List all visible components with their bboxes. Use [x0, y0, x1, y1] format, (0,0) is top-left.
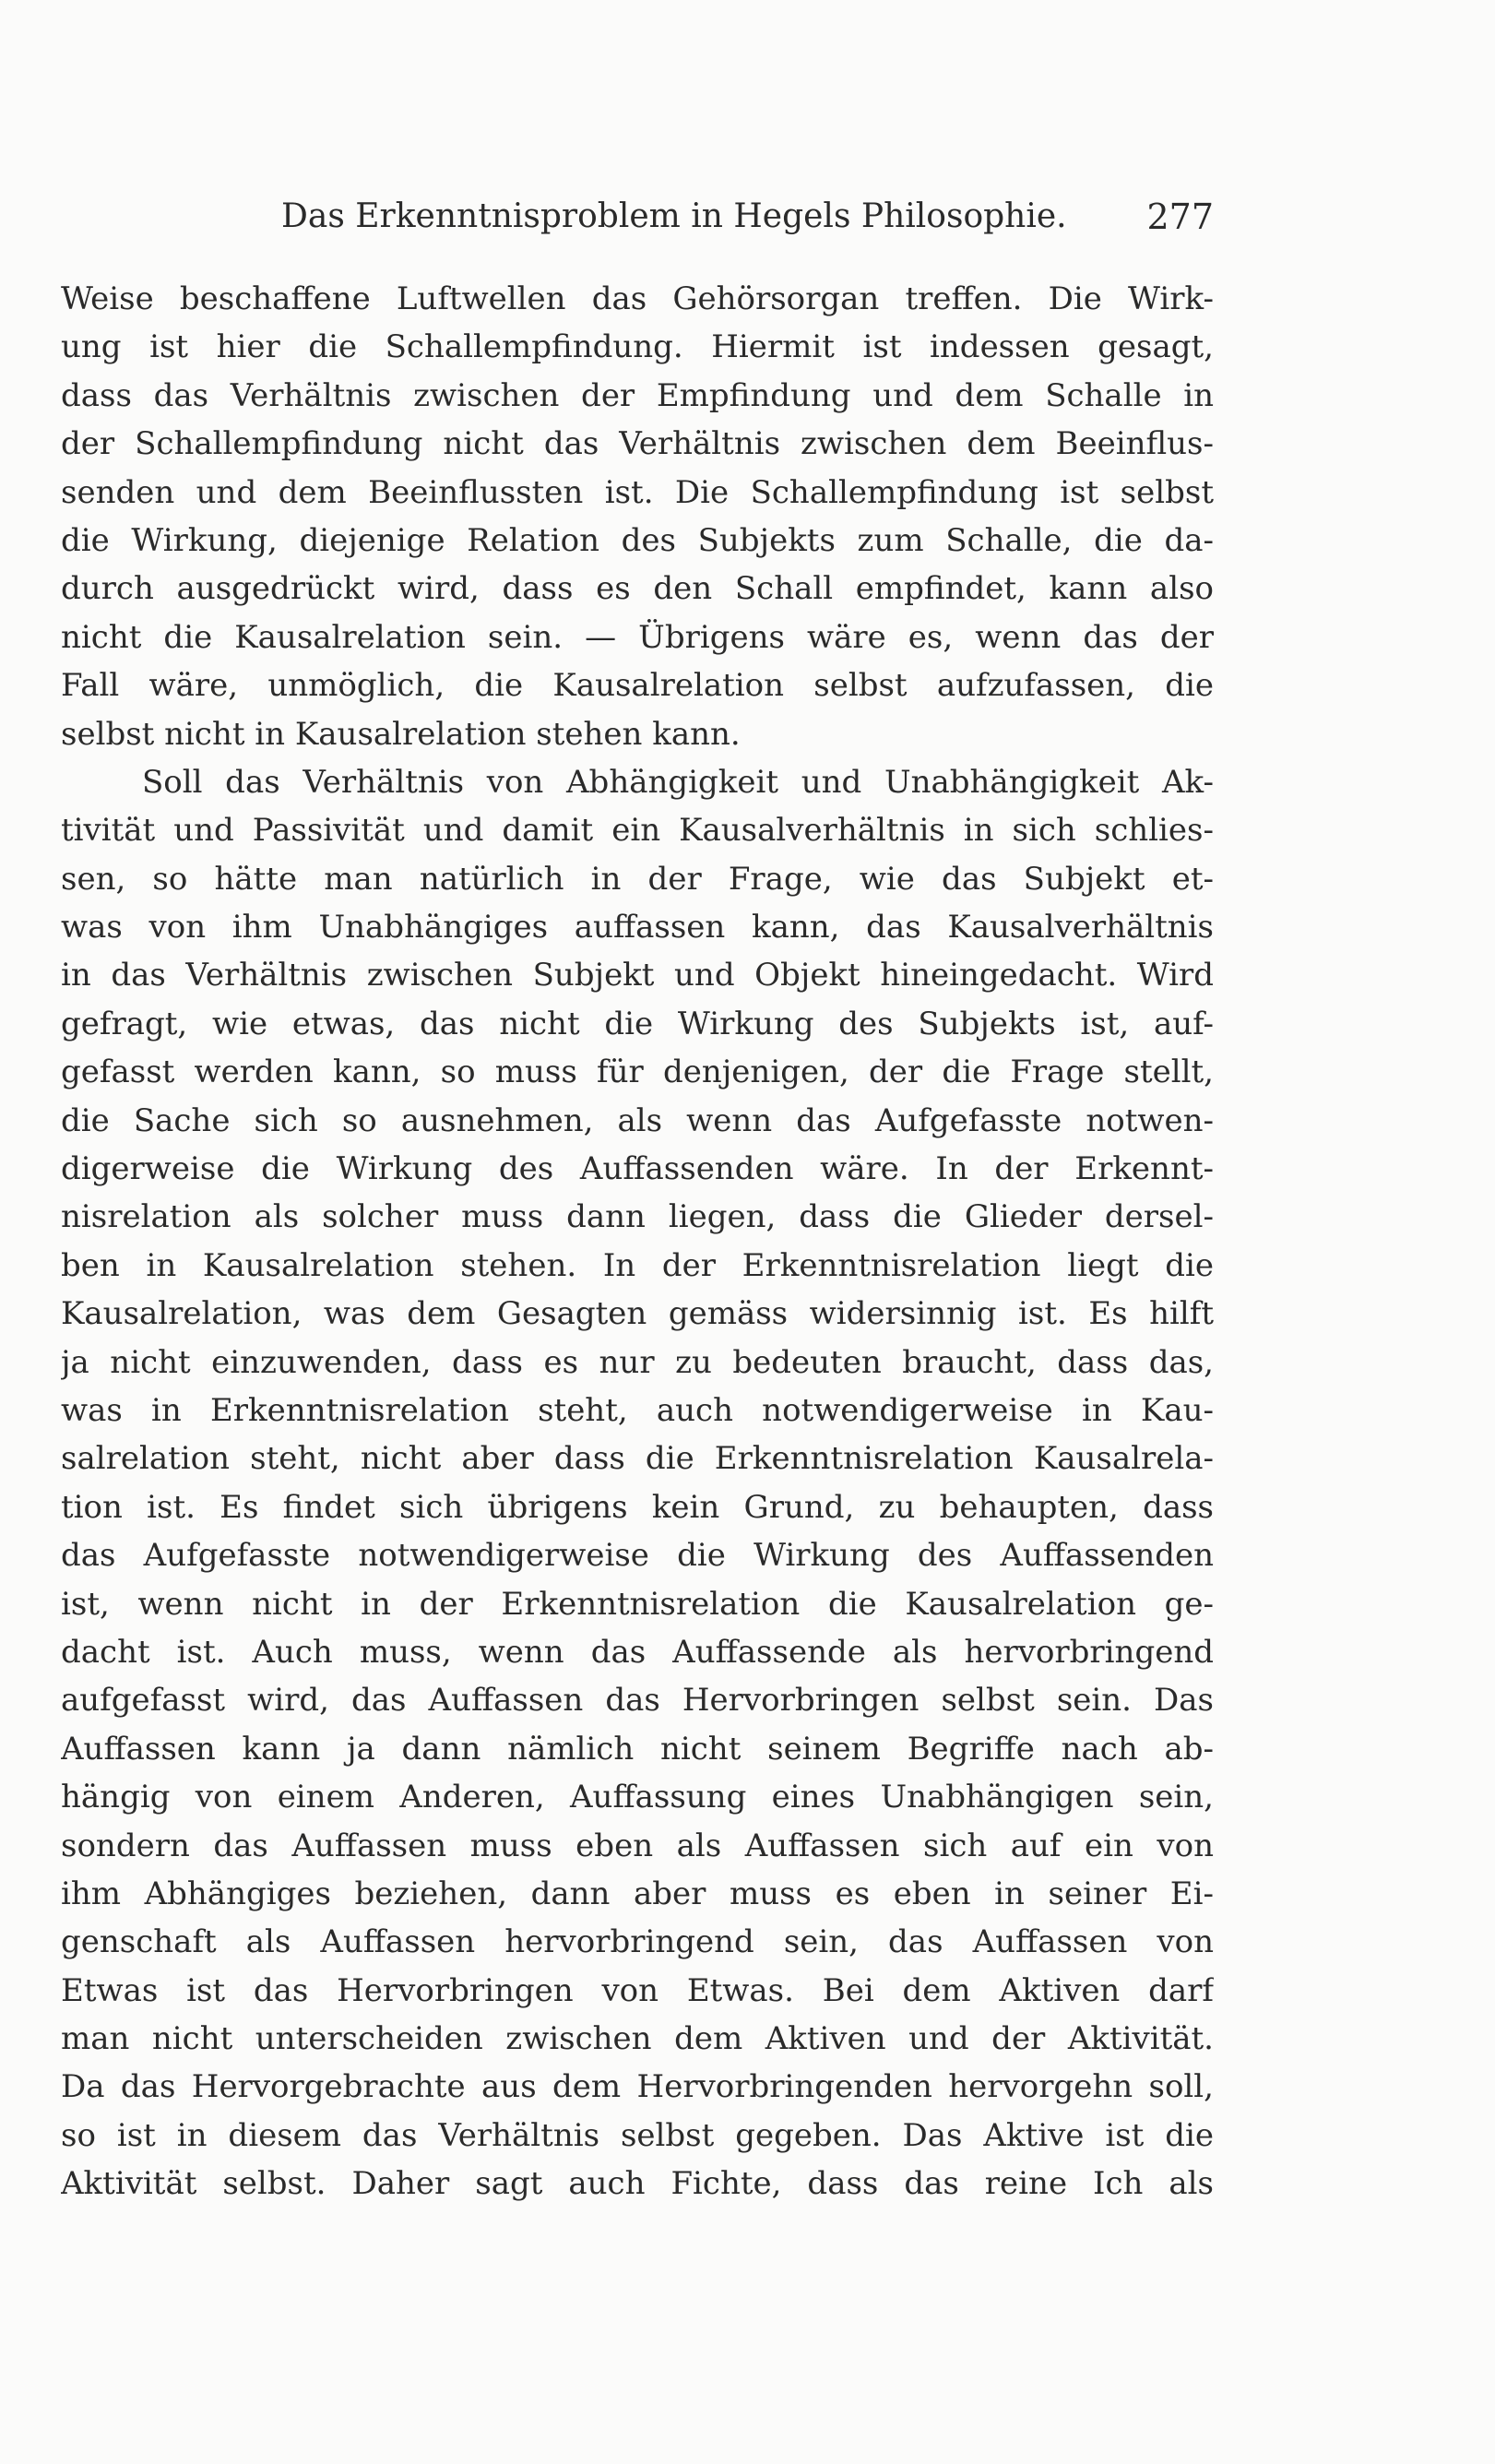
text-line: sen, so hätte man natürlich in der Frage, wie das Subjekt et-: [61, 860, 1214, 898]
text-line: was von ihm Unabhängiges auffassen kann, das Kausalverhältnis: [61, 909, 1214, 946]
text-line: gefragt, wie etwas, das nicht die Wirkung des Subjekts ist, auf-: [61, 1005, 1214, 1042]
text-line: Etwas ist das Hervorbringen von Etwas. Bei dem Aktiven darf: [61, 1971, 1214, 2009]
text-line: genschaft als Auffassen hervorbringend sein, das Auffassen von: [61, 1923, 1214, 1961]
text-line: die Wirkung, diejenige Relation des Subjekts zum Schalle, die da-: [61, 521, 1214, 559]
text-line: tion ist. Es findet sich übrigens kein Grund, zu behaupten, dass: [61, 1488, 1214, 1526]
text-line: selbst nicht in Kausalrelation stehen kann.: [61, 715, 741, 753]
text-line: ihm Abhängiges beziehen, dann aber muss es eben in seiner Ei-: [61, 1875, 1214, 1912]
text-line: so ist in diesem das Verhältnis selbst gegeben. Das Aktive ist die: [61, 2116, 1214, 2154]
text-line: salrelation steht, nicht aber dass die Erkenntnisrelation Kausalrela-: [61, 1440, 1214, 1478]
text-line: tivität und Passivität und damit ein Kausalverhältnis in sich schlies-: [61, 812, 1214, 850]
page-number: 277: [1146, 196, 1214, 237]
text-line: digerweise die Wirkung des Auffassenden wäre. In der Erkennt-: [61, 1150, 1214, 1188]
text-line: Weise beschaffene Luftwellen das Gehörsorgan treffen. Die Wirk-: [61, 280, 1214, 317]
text-line: Soll das Verhältnis von Abhängigkeit und Unabhängigkeit Ak-: [142, 763, 1214, 801]
text-line: ja nicht einzuwenden, dass es nur zu bedeuten braucht, dass das,: [61, 1343, 1214, 1381]
text-line: durch ausgedrückt wird, dass es den Schall empfindet, kann also: [61, 570, 1214, 608]
text-line: Kausalrelation, was dem Gesagten gemäss widersinnig ist. Es hilft: [61, 1295, 1214, 1333]
text-line: dass das Verhältnis zwischen der Empfindung und dem Schalle in: [61, 376, 1214, 414]
text-line: die Sache sich so ausnehmen, als wenn das Aufgefasste notwen-: [61, 1101, 1214, 1139]
paragraph: [61, 275, 1214, 758]
text-line: ist, wenn nicht in der Erkenntnisrelation die Kausalrelation ge-: [61, 1585, 1214, 1623]
text-line: Da das Hervorgebrachte aus dem Hervorbringenden hervorgehn soll,: [61, 2068, 1214, 2106]
text-line: nisrelation als solcher muss dann liegen, dass die Glieder dersel-: [61, 1198, 1214, 1236]
text-line: Auffassen kann ja dann nämlich nicht seinem Begriffe nach ab-: [61, 1730, 1214, 1768]
text-line: nicht die Kausalrelation sein. — Übrigens wäre es, wenn das der: [61, 618, 1214, 656]
text-line: aufgefasst wird, das Auffassen das Hervorbringen selbst sein. Das: [61, 1682, 1214, 1720]
body-text: [61, 275, 1214, 2208]
text-line: man nicht unterscheiden zwischen dem Aktiven und der Aktivität.: [61, 2020, 1214, 2058]
text-line: der Schallempfindung nicht das Verhältnis zwischen dem Beeinflus-: [61, 425, 1214, 463]
text-line: in das Verhältnis zwischen Subjekt und Objekt hineingedacht. Wird: [61, 957, 1214, 994]
text-line: gefasst werden kann, so muss für denjenigen, der die Frage stellt,: [61, 1053, 1214, 1091]
running-header: [61, 194, 1214, 240]
text-line: das Aufgefasste notwendigerweise die Wirkung des Auffassenden: [61, 1537, 1214, 1575]
text-line: Fall wäre, unmöglich, die Kausalrelation selbst aufzufassen, die: [61, 667, 1214, 705]
text-line: Aktivität selbst. Daher sagt auch Fichte, dass das reine Ich als: [61, 2165, 1214, 2203]
text-line: ung ist hier die Schallempfindung. Hiermit ist indessen gesagt,: [61, 328, 1214, 366]
text-line: senden und dem Beeinflussten ist. Die Schallempfindung ist selbst: [61, 473, 1214, 511]
text-line: dacht ist. Auch muss, wenn das Auffassende als hervorbringend: [61, 1633, 1214, 1671]
text-line: was in Erkenntnisrelation steht, auch notwendigerweise in Kau-: [61, 1391, 1214, 1429]
text-line: ben in Kausalrelation stehen. In der Erkenntnisrelation liegt die: [61, 1246, 1214, 1284]
text-line: hängig von einem Anderen, Auffassung eines Unabhängigen sein,: [61, 1779, 1214, 1816]
text-line: sondern das Auffassen muss eben als Auffassen sich auf ein von: [61, 1827, 1214, 1864]
paragraph: [61, 758, 1214, 2208]
running-title: Das Erkenntnisproblem in Hegels Philosophie.: [281, 197, 1067, 235]
